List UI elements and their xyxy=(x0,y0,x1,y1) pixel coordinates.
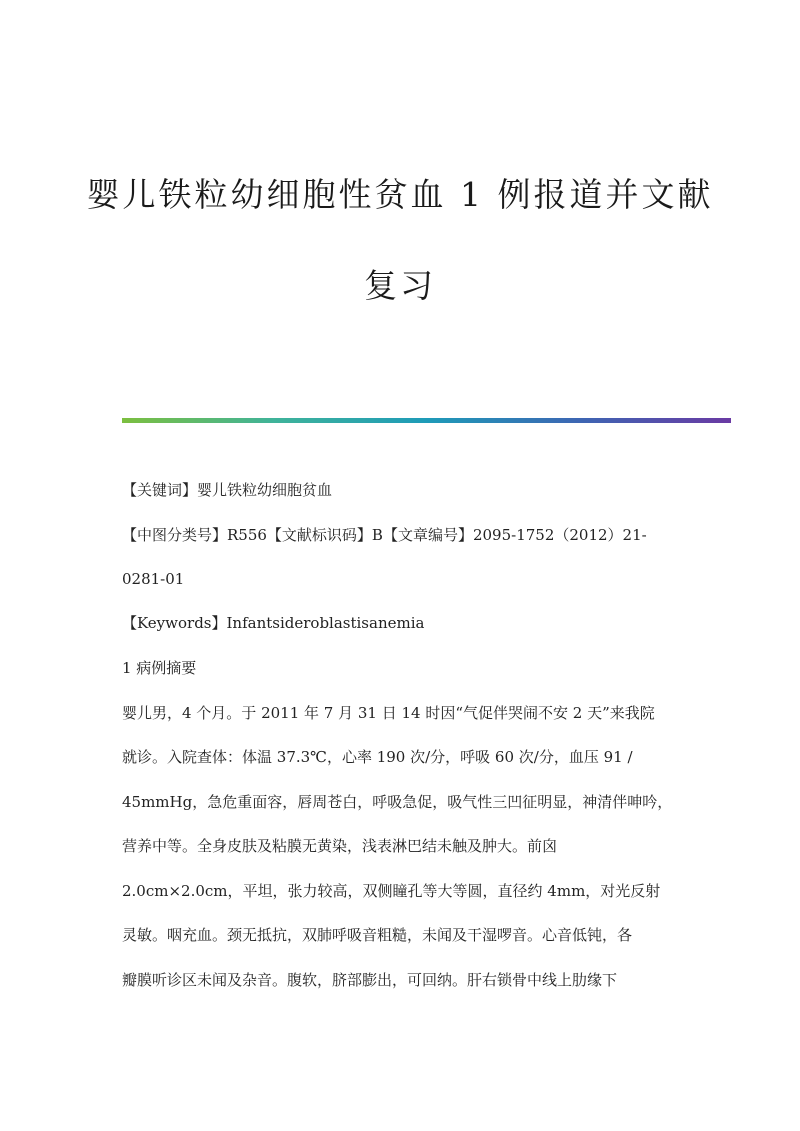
title-line-2: 复习 xyxy=(364,266,436,305)
classification-line: 【中图分类号】R556【文献标识码】B【文章编号】2095-1752（2012）21- xyxy=(122,526,647,544)
document-title xyxy=(0,175,800,305)
section-heading: 1 病例摘要 xyxy=(122,659,197,677)
paragraph-line: 婴儿男，4 个月。于 2011 年 7 月 31 日 14 时因“气促伴哭闹不安 2 天”来我院 xyxy=(122,704,655,722)
title-line-1: 婴儿铁粒幼细胞性贫血 1 例报道并文献 xyxy=(86,175,714,214)
paragraph-line: 营养中等。全身皮肤及粘膜无黄染，浅表淋巴结未触及肿大。前囟 xyxy=(122,837,558,855)
classification-line-cont: 0281-01 xyxy=(122,570,185,588)
paragraph-line: 灵敏。咽充血。颈无抵抗，双肺呼吸音粗糙，未闻及干湿啰音。心音低钝，各 xyxy=(122,926,633,944)
gradient-divider xyxy=(122,418,731,423)
paragraph-line: 2.0cm×2.0cm，平坦，张力较高，双侧瞳孔等大等圆，直径约 4mm，对光反射 xyxy=(122,882,661,900)
paragraph-line: 就诊。入院查体：体温 37.3℃，心率 190 次/分，呼吸 60 次/分，血压 91 / xyxy=(122,748,633,766)
paragraph-line: 45mmHg，急危重面容，唇周苍白，呼吸急促，吸气性三凹征明显，神清伴呻吟， xyxy=(122,793,673,811)
keywords-cn-line: 【关键词】婴儿铁粒幼细胞贫血 xyxy=(122,481,333,499)
keywords-en-line: 【Keywords】Infantsideroblastisanemia xyxy=(122,614,425,632)
paragraph-line: 瓣膜听诊区未闻及杂音。腹软，脐部膨出，可回纳。肝右锁骨中线上肋缘下 xyxy=(122,971,618,989)
